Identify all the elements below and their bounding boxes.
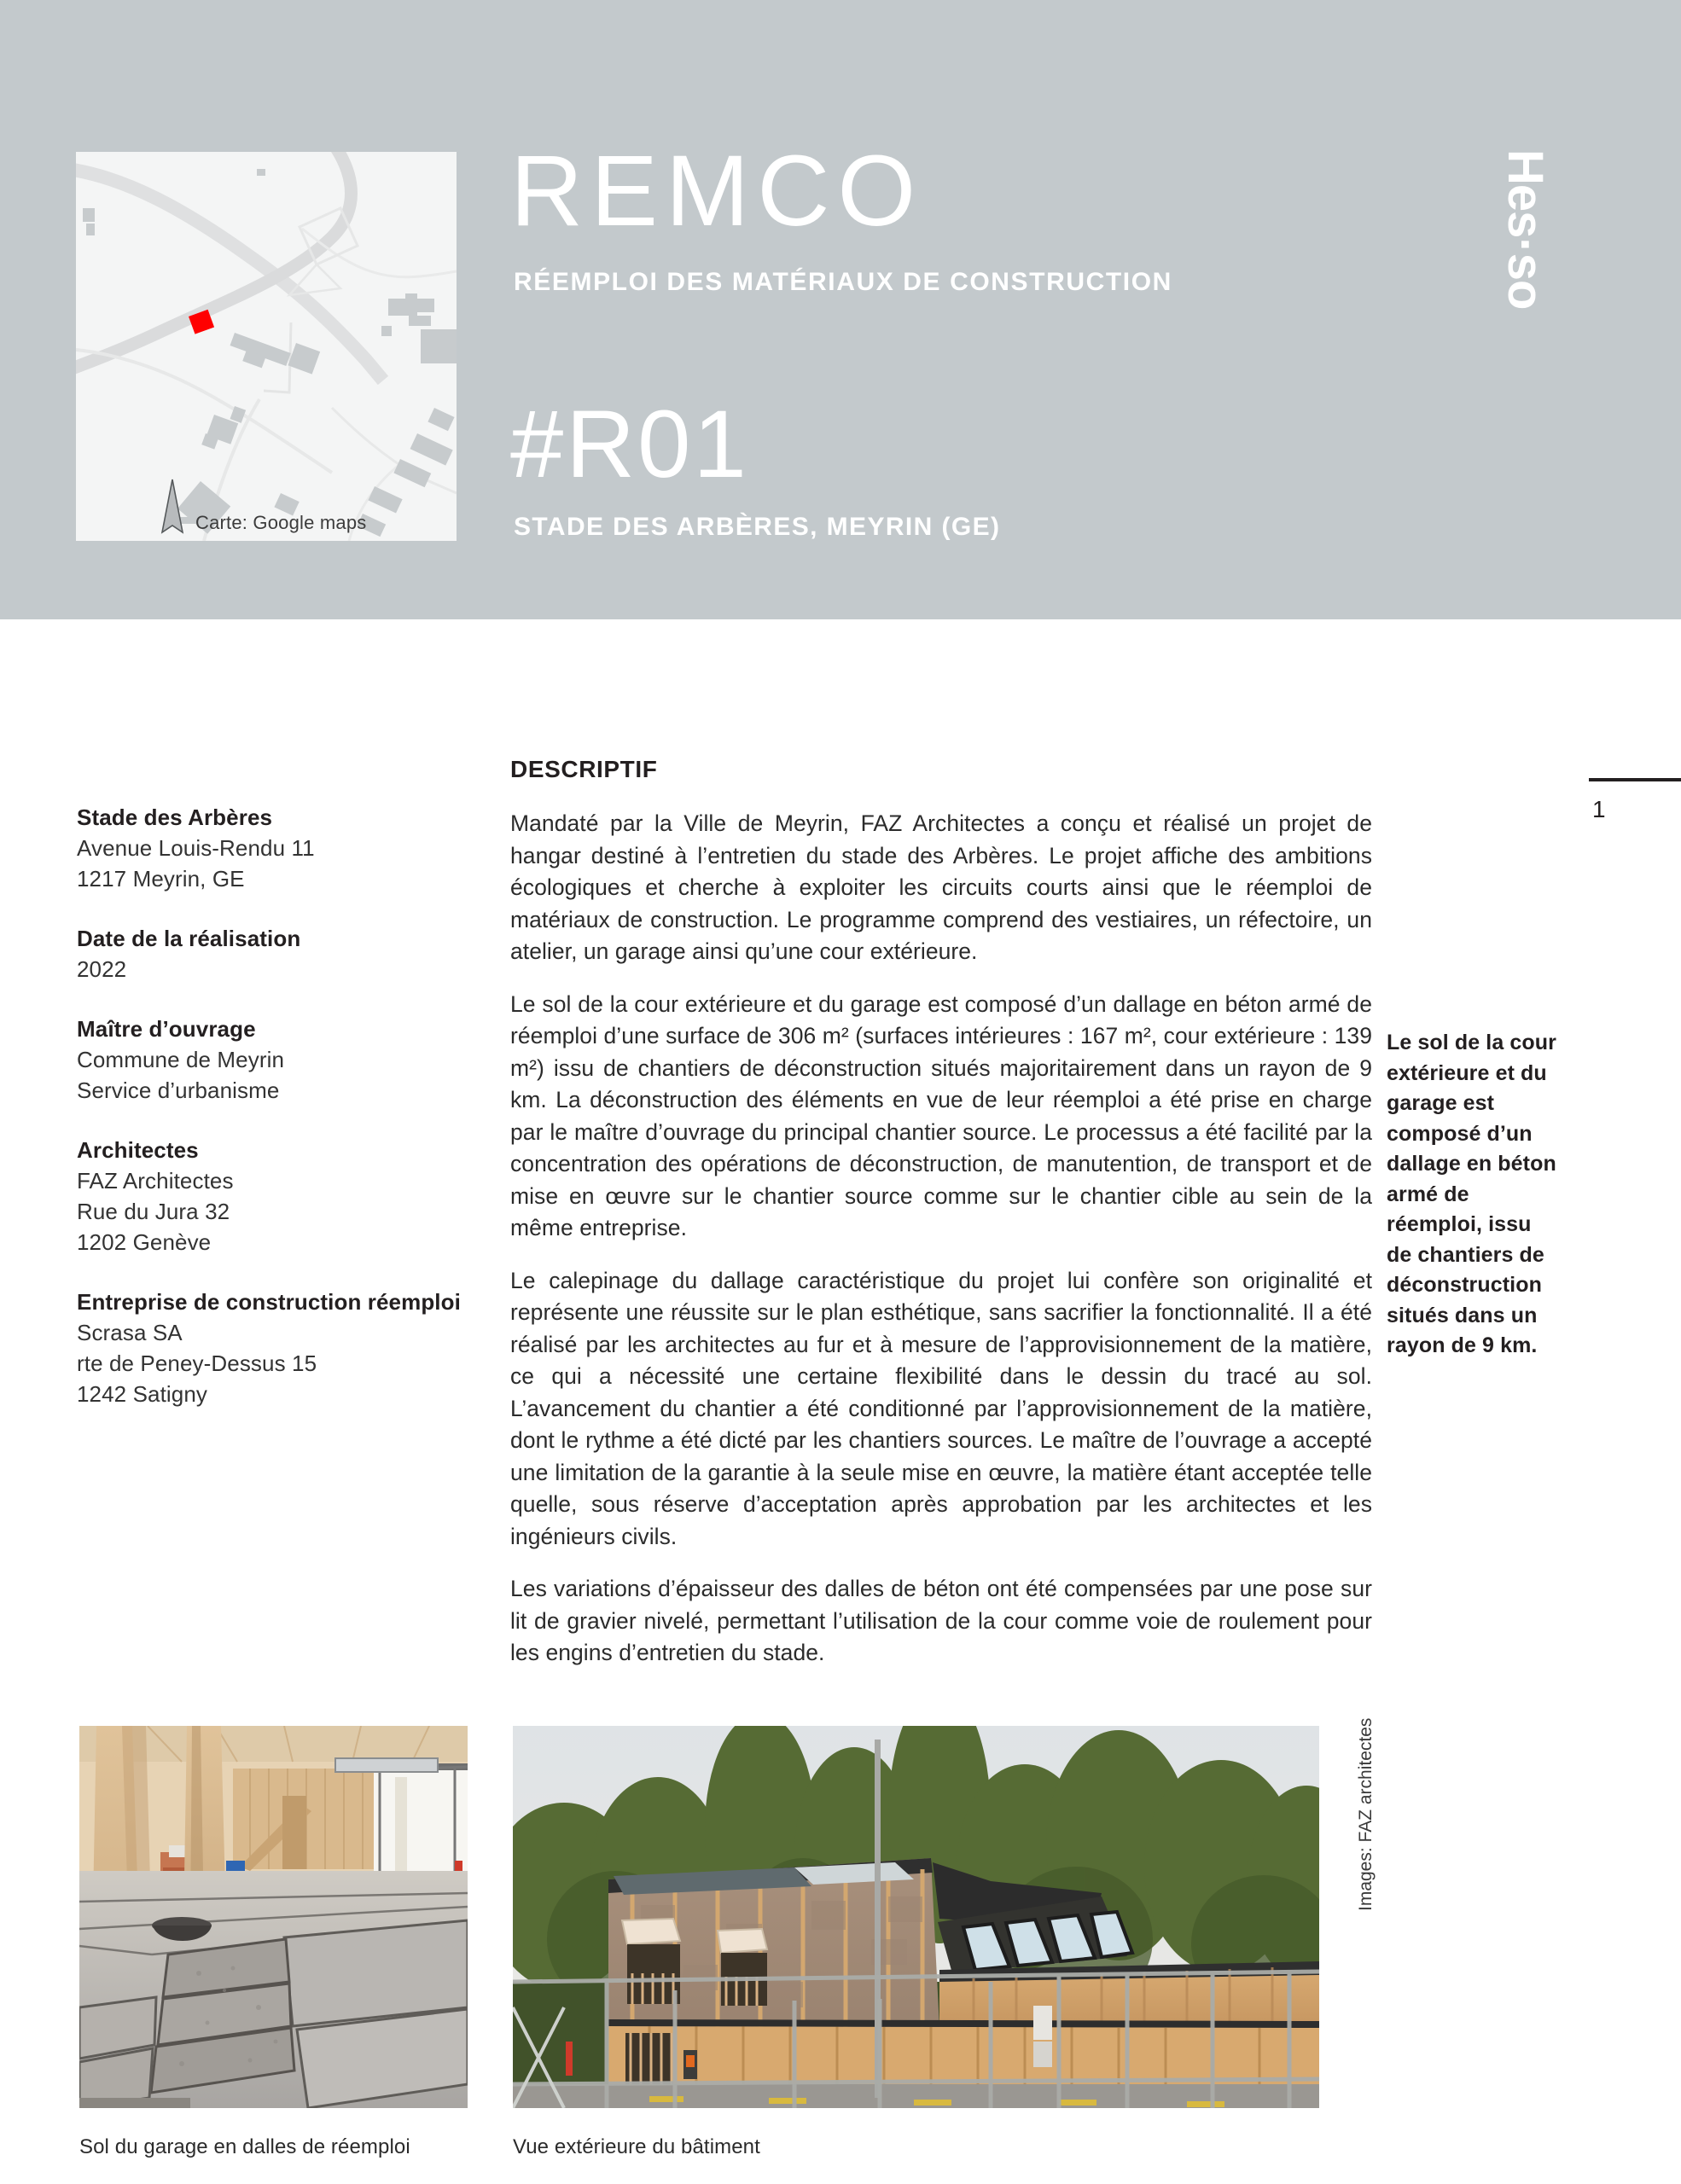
photo-caption-left: Sol du garage en dalles de réemploi: [79, 2135, 410, 2158]
info-line: 1217 Meyrin, GE: [77, 866, 245, 892]
paragraph: Le sol de la cour extérieure et du garage est composé d’un dallage en béton armé de réemploi d’une surface de 306 m² (surfaces intérieures : 167 m², cour extérieure : 139 m²) issu de chantiers de déconstruction situés majoritairement dans un rayon de 9 km. La déconstruction des éléments en vue de leur réemploi a été prise en charge par le maître d’ouvrage du principal chantier source. Le processus a été facilité par la concentration des opérations de déconstruction, de manutention, de transport et de mise en œuvre sur le chantier source comme sur le chantier cible au sein de la même entreprise.: [510, 990, 1372, 1240]
paragraph: Mandaté par la Ville de Meyrin, FAZ Architectes a conçu et réalisé un projet de hangar destiné à l’entretien du stade des Arbères. Le projet affiche des ambitions écologiques et cherche à exploiter les circuits courts ainsi que le réemploi de matériaux de construction. Le programme comprend des vestiaires, un réfectoire, un atelier, un garage ainsi qu’une cour extérieure.: [510, 810, 1372, 964]
page-number-rule: [1589, 778, 1681, 781]
case-study-id: #R01: [510, 391, 749, 497]
descriptif-section: [510, 755, 1372, 1670]
info-block: [77, 923, 486, 985]
photo-caption-right: Vue extérieure du bâtiment: [513, 2135, 760, 2158]
header-band: [0, 0, 1681, 619]
brand-title: REMCO: [510, 135, 924, 247]
info-line: Commune de Meyrin: [77, 1047, 285, 1072]
image-credit: Images: FAZ architectes: [1356, 1717, 1376, 1911]
photo-garage-floor: [79, 1726, 468, 2108]
info-line: Service d’urbanisme: [77, 1077, 280, 1103]
info-block: [77, 802, 486, 894]
pull-quote: Le sol de la cour extérieure et du garage est composé d’un dallage en béton armé de réemploi, issu de chantiers de déconstruction situés dans un rayon de 9 km.: [1387, 1031, 1556, 1357]
photo-garage-floor-graphic: [79, 1726, 468, 2108]
hes-so-logo: Hes·so: [1498, 149, 1553, 310]
brand-subtitle: RÉEMPLOI DES MATÉRIAUX DE CONSTRUCTION: [514, 268, 1172, 296]
info-line: 2022: [77, 956, 127, 982]
photo-building-exterior-graphic: [513, 1726, 1319, 2108]
info-block: [77, 1287, 486, 1409]
page-number: 1: [1592, 796, 1606, 822]
info-line: Scrasa SA: [77, 1320, 183, 1345]
paragraph: Les variations d’épaisseur des dalles de béton ont été compensées par une pose sur lit de gravier nivelé, permettant l’utilisation de la cour comme voie de roulement pour les engins d’entretien du stade.: [510, 1576, 1372, 1665]
info-line: Avenue Louis-Rendu 11: [77, 835, 315, 861]
info-line: 1242 Satigny: [77, 1381, 207, 1407]
info-line: rte de Peney-Dessus 15: [77, 1350, 317, 1376]
location-map-thumbnail: [76, 152, 457, 541]
info-heading: Stade des Arbères: [77, 804, 273, 830]
info-line: Rue du Jura 32: [77, 1199, 230, 1224]
info-heading: Date de la réalisation: [77, 926, 301, 951]
project-info-sidebar: [77, 802, 486, 1409]
paragraph: Le calepinage du dallage caractéristique du projet lui confère son originalité et représente une réussite sur le plan esthétique, sans sacrifier la fonctionnalité. Il a été réalisé par les architectes au fur et à mesure de l’approvisionnement de la matière, ce qui a nécessité une certaine flexibilité dans le dessin du tracé au sol. L’avancement du chantier a été conditionné par l’approvisionnement de la matière, dont le rythme a été dicté par les chantiers sources. Le maître de l’ouvrage a accepté une limitation de la garantie à la seule mise en œuvre, la matière étant acceptée telle quelle, sous réserve d’acceptation après approbation par les architectes et les ingénieurs civils.: [510, 1267, 1372, 1549]
info-line: 1202 Genève: [77, 1229, 212, 1255]
info-line: FAZ Architectes: [77, 1168, 234, 1194]
map-graphic: [76, 152, 457, 541]
case-study-location: STADE DES ARBÈRES, MEYRIN (GE): [514, 513, 1001, 541]
info-block: [77, 1014, 486, 1106]
info-heading: Architectes: [77, 1137, 199, 1163]
north-arrow-icon: [158, 478, 187, 537]
info-heading: Entreprise de construction réemploi: [77, 1289, 461, 1315]
map-credit-label: Carte: Google maps: [195, 512, 367, 533]
info-heading: Maître d’ouvrage: [77, 1016, 256, 1042]
info-block: [77, 1135, 486, 1258]
section-heading: DESCRIPTIF: [510, 756, 658, 782]
photo-building-exterior: [513, 1726, 1319, 2108]
